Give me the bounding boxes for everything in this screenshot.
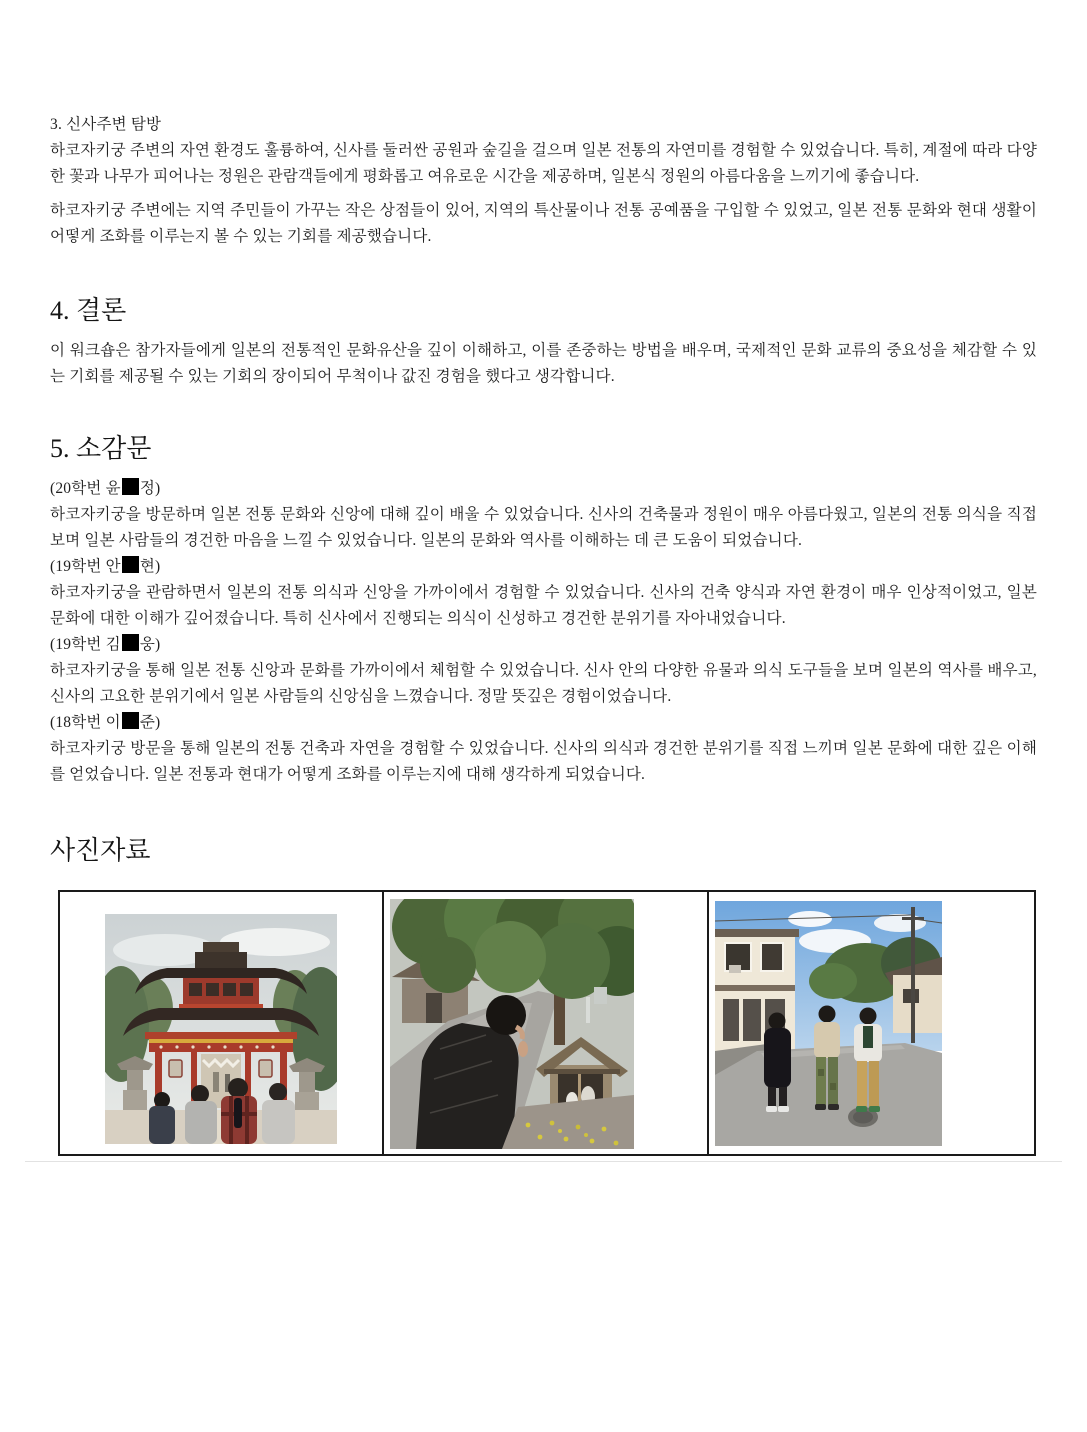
- reflection-entries: [50, 476, 1037, 788]
- section3-paragraph-1: 하코자키궁 주변의 자연 환경도 훌륭하여, 신사를 둘러싼 공원과 숲길을 걸으며 일본 전통의 자연미를 경험할 수 있었습니다. 특히, 계절에 따라 다양한 꽃과 나무가 피어나는 정원은 관람객들에게 평화롭고 여유로운 시간을 제공하며, 일본식 정원의 아름다움을 느끼기에 좋습니다.: [50, 142, 1037, 185]
- author-text-post: 준): [139, 714, 161, 731]
- author-text-post: 정): [139, 480, 161, 497]
- photo-cell: [709, 892, 1034, 1154]
- reflection-text: 하코자키궁을 통해 일본 전통 신앙과 문화를 가까이에서 체험할 수 있었습니다. 신사 안의 다양한 유물과 의식 도구들을 보며 일본의 역사를 배우고, 신사의 고요한 분위기에서 일본 사람들의 신앙심을 느꼈습니다. 정말 뜻깊은 경험이었습니다.: [50, 662, 1037, 705]
- reflection-entry: [50, 476, 1037, 554]
- reflection-entry: [50, 554, 1037, 632]
- reflection-text: 하코자키궁을 관람하면서 일본의 전통 의식과 신앙을 가까이에서 경험할 수 있었습니다. 신사의 건축 양식과 자연 환경이 매우 인상적이었고, 일본 문화에 대한 이해가 깊어졌습니다. 특히 신사에서 진행되는 의식이 신성하고 경건한 분위기를 자아내었습니다.: [50, 584, 1037, 627]
- redaction-box: [122, 478, 139, 495]
- author-text-post: 현): [139, 558, 161, 575]
- reflection-entry: [50, 710, 1037, 788]
- reflection-author: [50, 632, 1037, 658]
- reflection-author: [50, 554, 1037, 580]
- section5-heading: 5. 소감문: [50, 434, 152, 463]
- reflection-author: [50, 476, 1037, 502]
- redaction-box: [122, 556, 139, 573]
- photo-cell: [60, 892, 384, 1154]
- photo-cell: [384, 892, 709, 1154]
- photo-table: [58, 890, 1036, 1156]
- praying-at-hokora-photo: [390, 899, 634, 1149]
- author-text-pre: (19학번 김: [50, 636, 121, 653]
- page-edge-divider: [25, 1161, 1062, 1162]
- section3-paragraph-2: 하코자키궁 주변에는 지역 주민들이 가꾸는 작은 상점들이 있어, 지역의 특산물이나 전통 공예품을 구입할 수 있었고, 일본 전통 문화와 현대 생활이 어떻게 조화를 이루는지 볼 수 있는 기회를 제공했습니다.: [50, 202, 1037, 245]
- reflection-entry: [50, 632, 1037, 710]
- photos-heading: 사진자료: [50, 836, 151, 865]
- street-walk-photo: [715, 901, 942, 1146]
- section4-heading: 4. 결론: [50, 296, 127, 325]
- author-text-pre: (20학번 윤: [50, 480, 121, 497]
- shrine-gate-photo: [105, 914, 337, 1144]
- author-text-post: 웅): [139, 636, 161, 653]
- author-text-pre: (18학번 이: [50, 714, 121, 731]
- reflection-text: 하코자키궁을 방문하며 일본 전통 문화와 신앙에 대해 깊이 배울 수 있었습니다. 신사의 건축물과 정원이 매우 아름다웠고, 일본의 전통 의식을 직접 보며 일본 사람들의 경건한 마음을 느낄 수 있었습니다. 일본의 문화와 역사를 이해하는 데 큰 도움이 되었습니다.: [50, 506, 1037, 549]
- section3-title: 3. 신사주변 탐방: [50, 116, 162, 133]
- author-text-pre: (19학번 안: [50, 558, 121, 575]
- document-page: [0, 112, 1087, 1432]
- reflection-author: [50, 710, 1037, 736]
- section4-paragraph: 이 워크숍은 참가자들에게 일본의 전통적인 문화유산을 깊이 이해하고, 이를 존중하는 방법을 배우며, 국제적인 문화 교류의 중요성을 체감할 수 있는 기회를 제공될 수 있는 기회의 장이되어 무척이나 값진 경험을 했다고 생각합니다.: [50, 342, 1037, 385]
- redaction-box: [122, 712, 139, 729]
- redaction-box: [122, 634, 139, 651]
- reflection-text: 하코자키궁 방문을 통해 일본의 전통 건축과 자연을 경험할 수 있었습니다. 신사의 의식과 경건한 분위기를 직접 느끼며 일본 문화에 대한 깊은 이해를 얻었습니다. 일본 전통과 현대가 어떻게 조화를 이루는지에 대해 생각하게 되었습니다.: [50, 740, 1037, 783]
